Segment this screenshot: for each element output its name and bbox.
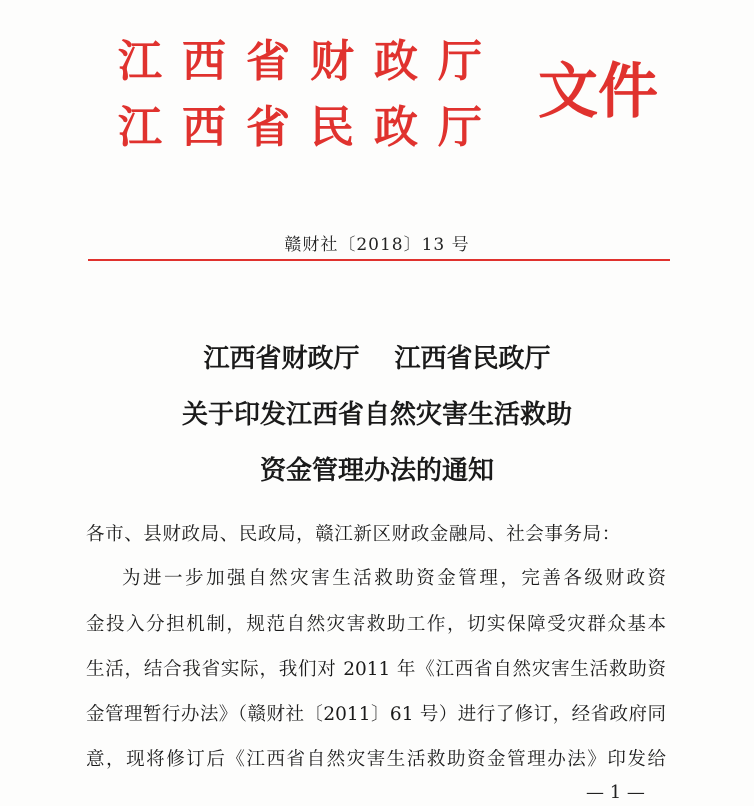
title-line-issuers: 江西省财政厅 江西省民政厅 [203, 344, 551, 374]
recipient-line: 各市、县财政局、民政局，赣江新区财政金融局、社会事务局： [86, 524, 621, 545]
paragraph-line: 意，现将修订后《江西省自然灾害生活救助资金管理办法》印发给 [86, 749, 666, 770]
paragraph-line: 金投入分担机制，规范自然灾害救助工作，切实保障受灾群众基本 [86, 614, 666, 635]
issuer-finance-dept: 江西省财政厅 [118, 36, 502, 87]
paragraph-line: 为进一步加强自然灾害生活救助资金管理，完善各级财政资 [122, 568, 666, 589]
paragraph-line: 金管理暂行办法》（赣财社〔2011〕61 号）进行了修订，经省政府同 [86, 704, 666, 725]
letterhead-document-word: 文件 [538, 57, 658, 127]
page-number: — 1 — [586, 782, 645, 803]
title-line-subject: 关于印发江西省自然灾害生活救助 [181, 400, 572, 430]
document-number: 赣财社〔2018〕13 号 [284, 235, 470, 255]
paragraph-line: 生活，结合我省实际，我们对 2011 年《江西省自然灾害生活救助资 [86, 659, 666, 680]
title-line-notice: 资金管理办法的通知 [259, 456, 494, 486]
issuer-civil-affairs-dept: 江西省民政厅 [118, 102, 502, 153]
red-divider-rule [88, 259, 670, 261]
